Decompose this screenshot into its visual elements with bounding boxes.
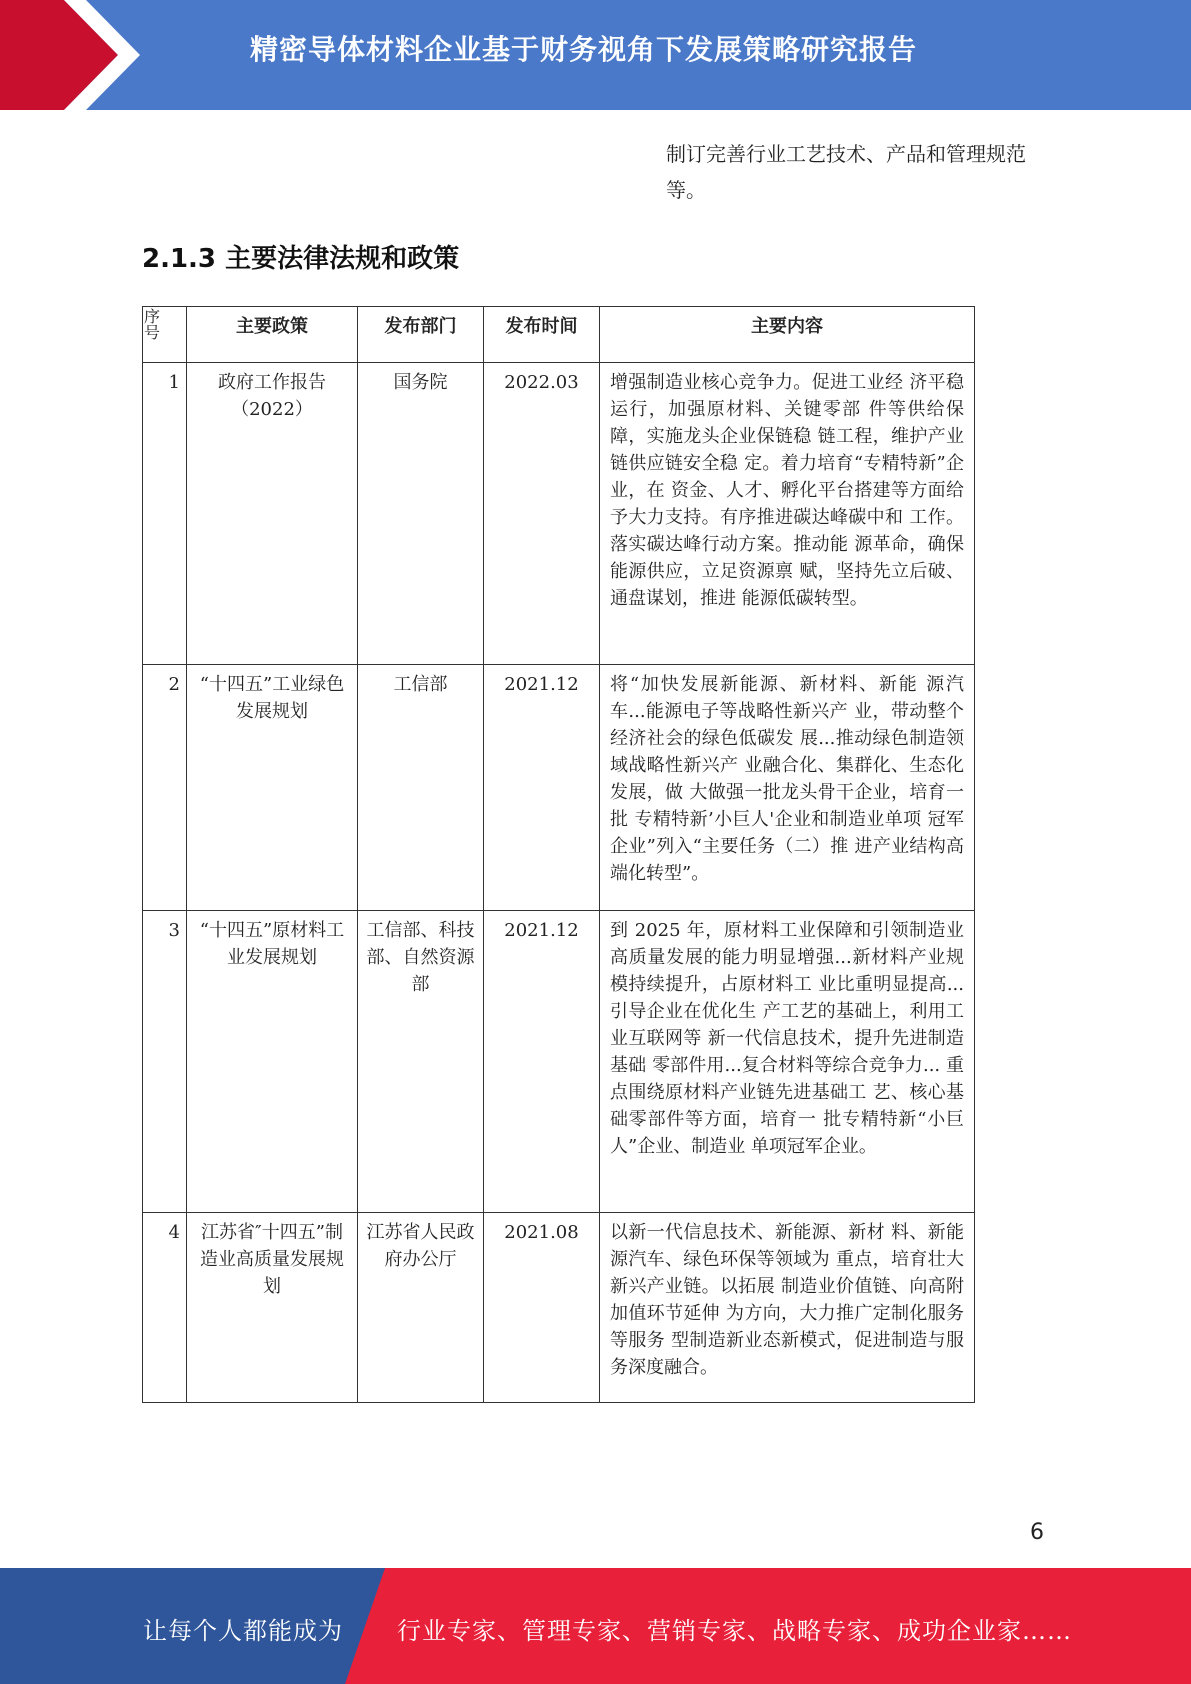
table-header-row [143,307,975,363]
row-content: 以新一代信息技术、新能源、新材 料、新能源汽车、绿色环保等领域为 重点，培育壮大新兴产业链。以拓展 制造业价值链、向高附加值环节延伸 为方向，大力推广定制化服务等服务 型制造新业态新模式，促进制造与服 务深度融合。 [600,1213,975,1403]
page-number: 6 [1030,1520,1044,1545]
header-arrow-decoration [0,0,150,110]
policy-table [142,306,975,1403]
row-no: 1 [143,363,187,665]
row-content: 将“加快发展新能源、新材料、新能 源汽车...能源电子等战略性新兴产 业，带动整个经济社会的绿色低碳发 展...推动绿色制造领域战略性新兴产 业融合化、集群化、生态化发展，做 大做强一批龙头骨干企业，培育一批 专精特新’小巨人'企业和制造业单项 冠军企业”列入“主要任务（二）推 进产业结构高端化转型”。 [600,665,975,911]
row-content: 增强制造业核心竞争力。促进工业经 济平稳运行，加强原材料、关键零部 件等供给保障，实施龙头企业保链稳 链工程，维护产业链供应链安全稳 定。着力培育“专精特新”企业，在 资金、人才、孵化平台搭建等方面给 予大力支持。有序推进碳达峰碳中和 工作。落实碳达峰行动方案。推动能 源革命，确保能源供应，立足资源禀 赋，坚持先立后破、通盘谋划，推进 能源低碳转型。 [600,363,975,665]
continued-line-1: 制订完善行业工艺技术、产品和管理规范 [666,142,1026,166]
row-department: 工信部、科技部、自然资源部 [358,911,484,1213]
table-row [143,911,975,1213]
row-policy: “十四五”工业绿色发展规划 [187,665,358,911]
header-no [143,307,187,363]
table-row [143,1213,975,1403]
row-policy: 政府工作报告（2022） [187,363,358,665]
row-department: 工信部 [358,665,484,911]
page-footer [0,1568,1191,1684]
header-content: 主要内容 [600,307,975,363]
row-content: 到 2025 年，原材料工业保障和引领制造业高质量发展的能力明显增强...新材料产业规模持续提升，占原材料工 业比重明显提高...引导企业在优化生 产工艺的基础上，利用工业互联网等 新一代信息技术，提升先进制造基础 零部件用...复合材料等综合竞争力... 重点围绕原材料产业链先进基础工 艺、核心基础零部件等方面，培育一 批专精特新“小巨人”企业、制造业 单项冠军企业。 [600,911,975,1213]
footer-slogan-left: 让每个人都能成为 [143,1617,343,1645]
page-header [0,0,1191,110]
header-policy: 主要政策 [187,307,358,363]
row-no: 3 [143,911,187,1213]
continued-paragraph [666,136,1066,208]
header-no-line-2: 号 [144,323,161,342]
table-row [143,665,975,911]
row-date: 2022.03 [484,363,600,665]
table-row [143,363,975,665]
row-date: 2021.08 [484,1213,600,1403]
row-date: 2021.12 [484,665,600,911]
row-department: 国务院 [358,363,484,665]
continued-line-2: 等。 [666,178,706,202]
row-no: 4 [143,1213,187,1403]
row-policy: “十四五”原材料工业发展规划 [187,911,358,1213]
header-date: 发布时间 [484,307,600,363]
document-title: 精密导体材料企业基于财务视角下发展策略研究报告 [250,33,918,66]
row-department: 江苏省人民政府办公厅 [358,1213,484,1403]
row-policy: 江苏省″十四五”制造业高质量发展规划 [187,1213,358,1403]
row-no: 2 [143,665,187,911]
header-department: 发布部门 [358,307,484,363]
footer-slogan-right: 行业专家、管理专家、营销专家、战略专家、成功企业家…… [397,1617,1072,1645]
section-heading: 2.1.3 主要法律法规和政策 [142,244,460,274]
header-no-line-1: 序 [144,307,161,326]
row-date: 2021.12 [484,911,600,1213]
